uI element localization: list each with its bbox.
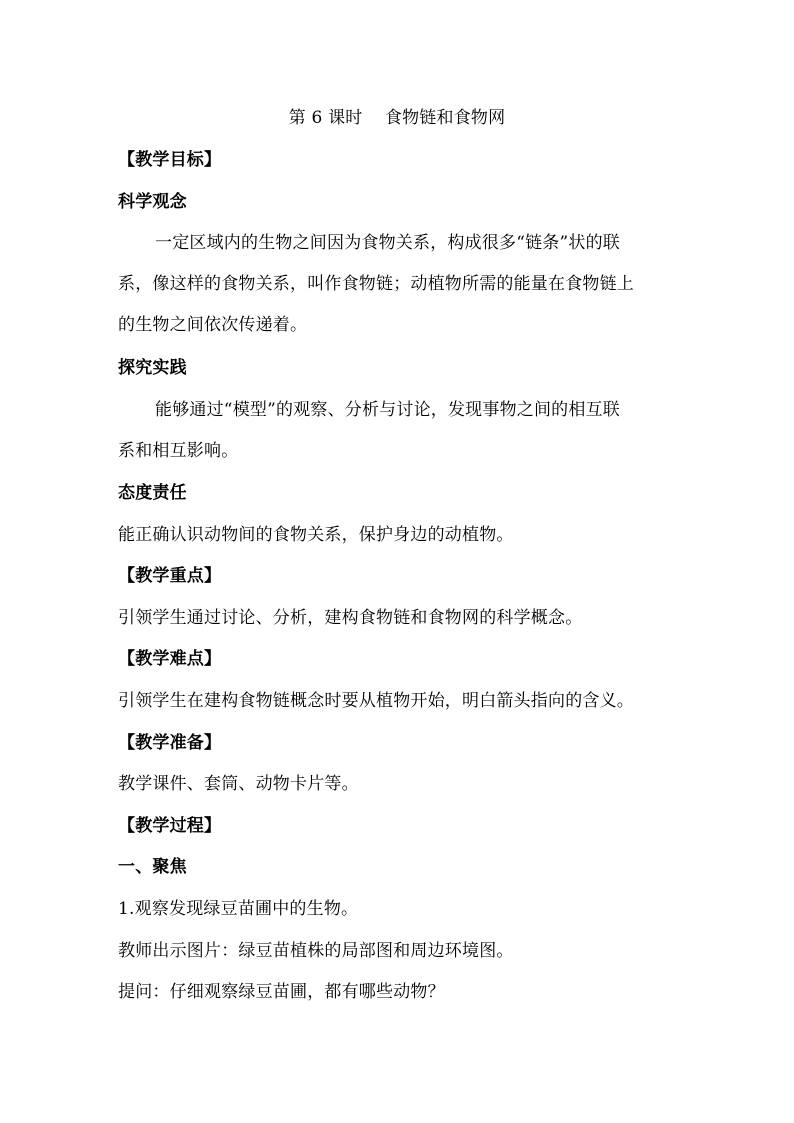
paragraph-line: 一定区域内的生物之间因为食物关系，构成很多“链条”状的联	[155, 233, 620, 253]
paragraph-line: 提问：仔细观察绿豆苗圃，都有哪些动物？	[118, 982, 445, 1002]
heading-preparation: 【教学准备】	[118, 733, 222, 753]
paragraph-line: 教师出示图片：绿豆苗植株的局部图和周边环境图。	[118, 941, 514, 961]
paragraph-line: 系和相互影响。	[118, 441, 239, 461]
paragraph-line: 1.观察发现绿豆苗圃中的生物。	[118, 899, 359, 919]
lesson-title: 第 6 课时 食物链和食物网	[288, 108, 506, 128]
paragraph-line: 的生物之间依次传递着。	[118, 315, 308, 335]
paragraph-line: 系，像这样的食物关系，叫作食物链；动植物所需的能量在食物链上	[118, 274, 634, 294]
paragraph-line: 引领学生通过讨论、分析，建构食物链和食物网的科学概念。	[118, 608, 583, 628]
heading-key-points: 【教学重点】	[118, 566, 222, 586]
heading-teaching-goals: 【教学目标】	[118, 150, 222, 170]
heading-teaching-process: 【教学过程】	[118, 816, 222, 836]
paragraph-line: 能正确认识动物间的食物关系，保护身边的动植物。	[118, 525, 514, 545]
subheading-inquiry-practice: 探究实践	[118, 358, 187, 378]
subheading-attitude-responsibility: 态度责任	[118, 483, 187, 503]
subheading-scientific-concept: 科学观念	[118, 192, 187, 212]
heading-difficult-points: 【教学难点】	[118, 649, 222, 669]
section-heading-focus: 一、聚焦	[118, 857, 187, 877]
paragraph-line: 能够通过“模型”的观察、分析与讨论，发现事物之间的相互联	[155, 400, 620, 420]
paragraph-line: 引领学生在建构食物链概念时要从植物开始，明白箭头指向的含义。	[118, 691, 634, 711]
paragraph-line: 教学课件、套筒、动物卡片等。	[118, 774, 359, 794]
